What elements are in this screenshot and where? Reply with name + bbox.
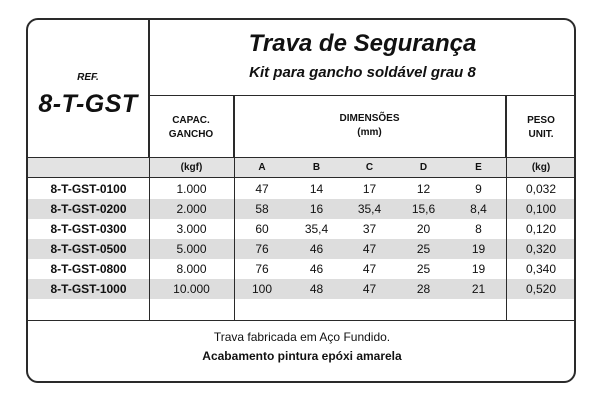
row-ref: 8-T-GST-0200 bbox=[50, 202, 127, 216]
row-dim-a: 76 bbox=[255, 242, 269, 256]
unit-b: B bbox=[312, 162, 321, 173]
row-capacity: 8.000 bbox=[176, 262, 207, 276]
units-row bbox=[28, 158, 576, 178]
weight-header-line2: UNIT. bbox=[528, 129, 554, 140]
row-weight: 0,320 bbox=[525, 242, 557, 256]
dimensions-header-line1: DIMENSÕES bbox=[339, 113, 400, 124]
ref-code: 8-T-GST bbox=[38, 90, 138, 118]
page-subtitle: Kit para gancho soldável grau 8 bbox=[249, 64, 476, 81]
row-dim-d: 28 bbox=[416, 282, 431, 296]
dimensions-column-header bbox=[234, 96, 506, 158]
row-dim-a: 58 bbox=[255, 202, 269, 216]
ref-label: REF. bbox=[77, 72, 99, 83]
row-dim-a: 60 bbox=[255, 222, 269, 236]
table-row bbox=[28, 219, 576, 239]
unit-c: C bbox=[365, 162, 374, 173]
row-dim-c: 17 bbox=[362, 182, 377, 196]
row-ref: 8-T-GST-1000 bbox=[50, 282, 127, 296]
table-row bbox=[28, 179, 576, 199]
row-dim-c: 47 bbox=[362, 242, 377, 256]
row-dim-b: 14 bbox=[309, 182, 324, 196]
row-weight: 0,120 bbox=[525, 222, 557, 236]
column-divider bbox=[234, 96, 235, 320]
finish-note: Acabamento pintura epóxi amarela bbox=[202, 349, 402, 363]
row-dim-e: 9 bbox=[475, 182, 482, 196]
row-dim-c: 47 bbox=[362, 262, 377, 276]
row-weight: 0,100 bbox=[525, 202, 557, 216]
title-cell bbox=[149, 20, 576, 96]
table-row bbox=[28, 259, 576, 279]
row-dim-b: 35,4 bbox=[304, 222, 329, 236]
row-dim-e: 8,4 bbox=[470, 202, 487, 216]
row-dim-d: 20 bbox=[416, 222, 431, 236]
row-weight: 0,520 bbox=[525, 282, 557, 296]
row-ref: 8-T-GST-0300 bbox=[50, 222, 127, 236]
row-dim-a: 47 bbox=[255, 182, 269, 196]
row-dim-a: 100 bbox=[251, 282, 273, 296]
row-dim-c: 37 bbox=[362, 222, 377, 236]
row-dim-d: 15,6 bbox=[411, 202, 436, 216]
row-capacity: 5.000 bbox=[176, 242, 207, 256]
row-dim-e: 19 bbox=[471, 262, 486, 276]
row-dim-e: 19 bbox=[471, 242, 486, 256]
page-title: Trava de Segurança bbox=[248, 30, 477, 57]
row-weight: 0,032 bbox=[525, 182, 557, 196]
unit-e: E bbox=[475, 162, 482, 173]
table-bottom-divider bbox=[28, 320, 576, 321]
column-divider bbox=[149, 20, 150, 320]
row-dim-b: 16 bbox=[309, 202, 324, 216]
table-row bbox=[28, 199, 576, 219]
row-capacity: 3.000 bbox=[176, 222, 207, 236]
row-ref: 8-T-GST-0800 bbox=[50, 262, 127, 276]
weight-column-header bbox=[506, 96, 576, 158]
column-divider bbox=[506, 96, 507, 320]
row-dim-b: 48 bbox=[309, 282, 324, 296]
row-ref: 8-T-GST-0500 bbox=[50, 242, 127, 256]
row-capacity: 2.000 bbox=[176, 202, 207, 216]
row-dim-b: 46 bbox=[309, 242, 324, 256]
row-dim-e: 8 bbox=[475, 222, 482, 236]
capacity-column-header bbox=[149, 96, 234, 158]
row-dim-a: 76 bbox=[255, 262, 269, 276]
unit-capacity: (kgf) bbox=[180, 162, 203, 173]
table-row bbox=[28, 279, 576, 299]
weight-header-line1: PESO bbox=[527, 115, 555, 126]
dimensions-header-line2: (mm) bbox=[357, 127, 382, 138]
material-note: Trava fabricada em Aço Fundido. bbox=[213, 330, 391, 344]
row-weight: 0,340 bbox=[525, 262, 557, 276]
capacity-header-line1: CAPAC. bbox=[172, 115, 210, 126]
row-dim-c: 47 bbox=[362, 282, 377, 296]
row-dim-d: 25 bbox=[416, 262, 431, 276]
row-dim-e: 21 bbox=[471, 282, 486, 296]
unit-a: A bbox=[258, 162, 266, 173]
unit-d: D bbox=[419, 162, 428, 173]
unit-weight: (kg) bbox=[531, 162, 551, 173]
row-ref: 8-T-GST-0100 bbox=[50, 182, 127, 196]
row-capacity: 10.000 bbox=[173, 282, 210, 296]
ref-header-cell bbox=[28, 20, 149, 158]
row-capacity: 1.000 bbox=[176, 182, 207, 196]
row-dim-b: 46 bbox=[309, 262, 324, 276]
table-row bbox=[28, 239, 576, 259]
row-dim-d: 25 bbox=[416, 242, 431, 256]
row-dim-d: 12 bbox=[416, 182, 431, 196]
spec-table-card bbox=[26, 18, 576, 383]
capacity-header-line2: GANCHO bbox=[168, 129, 214, 140]
row-dim-c: 35,4 bbox=[357, 202, 382, 216]
